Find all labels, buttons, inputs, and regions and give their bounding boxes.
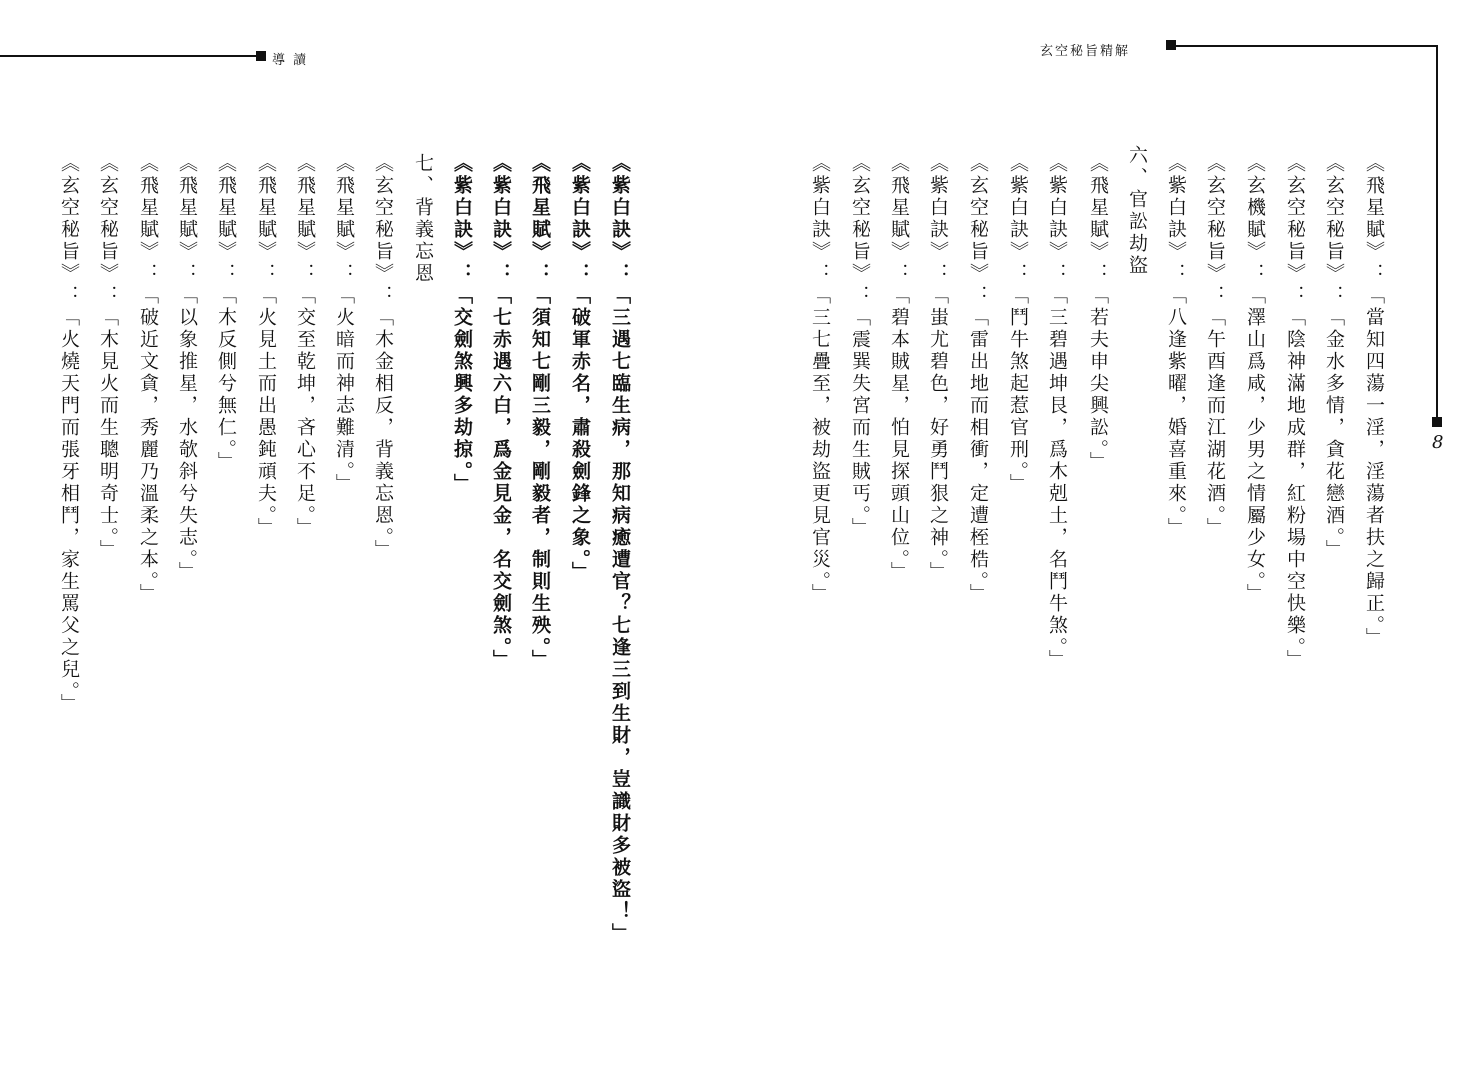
left-header-rule xyxy=(0,55,258,57)
right-side-marker xyxy=(1432,417,1442,427)
left-column-4: 《紫白訣》：「七赤遇六白，爲金見金，名交劍煞。」 xyxy=(490,153,512,672)
left-column-2: 《紫白訣》：「破軍赤名，肅殺劍鋒之象。」 xyxy=(569,153,591,584)
right-column-8: 《飛星賦》：「若夫申尖興訟。」 xyxy=(1087,153,1109,474)
left-section-heading: 七、背義忘恩 xyxy=(412,153,434,285)
right-header-rule xyxy=(1174,45,1437,47)
right-column-10: 《紫白訣》：「鬥牛煞起惹官刑。」 xyxy=(1007,153,1029,496)
left-column-3: 《飛星賦》：「須知七剛三毅，剛毅者，制則生殃。」 xyxy=(529,153,551,672)
right-column-9: 《紫白訣》：「三碧遇坤艮，爲木剋土，名鬥牛煞。」 xyxy=(1046,153,1068,672)
left-column-13: 《飛星賦》：「破近文貪，秀麗乃溫柔之本。」 xyxy=(137,153,159,606)
left-column-9: 《飛星賦》：「交至乾坤，吝心不足。」 xyxy=(294,153,316,540)
left-column-7: 《玄空秘旨》：「木金相反，背義忘恩。」 xyxy=(372,153,394,562)
left-column-12: 《飛星賦》：「以象推星，水欹斜兮失志。」 xyxy=(176,153,198,584)
left-column-11: 《飛星賦》：「木反側兮無仁。」 xyxy=(215,153,237,474)
right-column-5: 《玄空秘旨》：「午酉逢而江湖花酒。」 xyxy=(1204,153,1226,540)
right-column-1: 《飛星賦》：「當知四蕩一淫，淫蕩者扶之歸正。」 xyxy=(1363,153,1385,650)
right-column-6: 《紫白訣》：「八逢紫曜，婚喜重來。」 xyxy=(1165,153,1187,540)
right-column-15: 《紫白訣》：「三七疊至，被劫盜更見官災。」 xyxy=(809,153,831,606)
right-column-13: 《飛星賦》：「碧本賊星，怕見探頭山位。」 xyxy=(888,153,910,584)
right-column-3: 《玄空秘旨》：「陰神滿地成群，紅粉場中空快樂。」 xyxy=(1284,153,1306,672)
left-header-title: 導 讀 xyxy=(272,53,309,68)
left-column-8: 《飛星賦》：「火暗而神志難清。」 xyxy=(333,153,355,496)
right-column-2: 《玄空秘旨》：「金水多情，貪花戀酒。」 xyxy=(1323,153,1345,562)
right-column-4: 《玄機賦》：「澤山爲咸，少男之情屬少女。」 xyxy=(1244,153,1266,606)
right-section-heading: 六、官訟劫盜 xyxy=(1126,145,1148,277)
left-column-14: 《玄空秘旨》：「木見火而生聰明奇士。」 xyxy=(97,153,119,562)
left-header-marker xyxy=(256,51,266,61)
right-header-title: 玄空秘旨精解 xyxy=(1040,44,1131,59)
left-column-1: 《紫白訣》：「三遇七臨生病，那知病癒遭官？七逢三到生財，豈識財多被盜！」 xyxy=(609,153,631,945)
left-column-10: 《飛星賦》：「火見土而出愚鈍頑夫。」 xyxy=(255,153,277,540)
left-column-5: 《紫白訣》：「交劍煞興多劫掠。」 xyxy=(451,153,473,496)
page-number: 8 xyxy=(1432,432,1444,453)
right-side-rule xyxy=(1436,45,1438,421)
right-column-12: 《紫白訣》：「蚩尤碧色，好勇鬥狠之神。」 xyxy=(927,153,949,584)
right-column-11: 《玄空秘旨》：「雷出地而相衝，定遭桎梏。」 xyxy=(967,153,989,606)
left-column-15: 《玄空秘旨》：「火燒天門而張牙相鬥，家生罵父之兒。」 xyxy=(58,153,80,716)
right-column-14: 《玄空秘旨》：「震巽失宮而生賊丐。」 xyxy=(849,153,871,540)
